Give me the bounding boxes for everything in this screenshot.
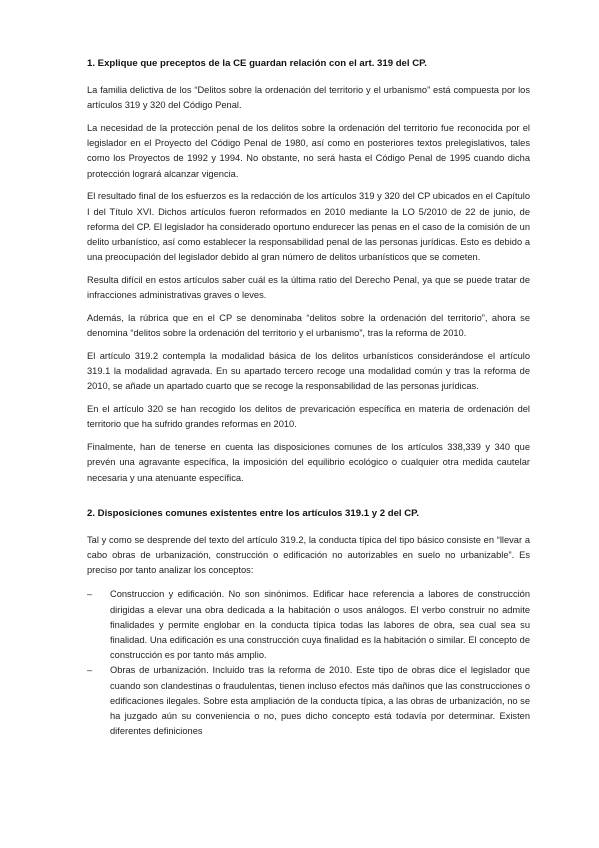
dash-bullet-icon: – (87, 589, 93, 600)
section-1-heading: 1. Explique que preceptos de la CE guardan relación con el art. 319 del CP. (87, 58, 427, 69)
list-item-text: Obras de urbanización. Incluido tras la reforma de 2010. Este tipo de obras dice el legislador que cuando son clandestinas o fraudulentas, tienen incluso efectos más dañinos que las construcciones o edificaciones ilegales. Sobre esta ampliación de la conducta típica, a las obras de urbanización, no se ha juzgado aún su conveniencia o no, pues dicho concepto está todavía por determinar. Existen diferentes definiciones (110, 665, 530, 737)
paragraph: Resulta difícil en estos artículos saber cuál es la última ratio del Derecho Penal, ya que se puede tratar de infracciones administrativas graves o leves. (87, 275, 530, 301)
section-1 (87, 56, 530, 486)
paragraph: El artículo 319.2 contempla la modalidad básica de los delitos urbanísticos considerándose el artículo 319.1 la modalidad agravada. En su apartado tercero recoge una modalidad común y tras la reforma de 2010, se añade un apartado cuarto que se recoge la responsabilidad de las personas jurídicas. (87, 351, 530, 392)
paragraph: La familia delictiva de los “Delitos sobre la ordenación del territorio y el urbanismo” está compuesta por los artículos 319 y 320 del Código Penal. (87, 85, 530, 111)
paragraph: En el artículo 320 se han recogido los delitos de prevaricación específica en materia de ordenación del territorio que ha sufrido grandes reformas en 2010. (87, 404, 530, 430)
list-item (87, 587, 530, 663)
dash-bullet-icon: – (87, 665, 93, 676)
section-2 (87, 506, 530, 740)
section-2-heading: 2. Disposiciones comunes existentes entre los artículos 319.1 y 2 del CP. (87, 507, 420, 519)
paragraph: Finalmente, han de tenerse en cuenta las disposiciones comunes de los artículos 338,339 y 340 que prevén una agravante específica, la imposición del equilibrio ecológico o cualquier otra medida cautelar necesaria y una atenuante específica. (87, 442, 530, 483)
paragraph: La necesidad de la protección penal de los delitos sobre la ordenación del territorio fue reconocida por el legislador en el Proyecto del Código Penal de 1980, así como en posteriores textos prelegislativos, tales como los Proyectos de 1992 y 1994. No obstante, no será hasta el Código Penal de 1995 cuando dicha protección logrará alcanzar vigencia. (87, 123, 530, 179)
list-item-text: Construccion y edificación. No son sinónimos. Edificar hace referencia a labores de construcción dirigidas a elevar una obra dedicada a la habitación o usos análogos. El verbo construir no admite finalidades y permite englobar en la conducta típica todas las labores de obra, sea cual sea su finalidad. Una edificación es una construcción cuya finalidad es la habitación o similar. El concepto de construcción es por tanto más amplio. (110, 589, 530, 661)
section-2-intro: Tal y como se desprende del texto del artículo 319.2, la conducta típica del tipo básico consiste en “llevar a cabo obras de urbanización, construcción o edificación no autorizables en suelo no urbanizable”. Es preciso por tanto analizar los conceptos: (87, 534, 530, 576)
concepts-list (87, 587, 530, 739)
list-item (87, 663, 530, 739)
paragraph: El resultado final de los esfuerzos es la redacción de los artículos 319 y 320 del CP ubicados en el Capítulo I del Título XVI. Dichos artículos fueron reformados en 2010 mediante la LO 5/2010 de 22 de junio, de reforma del CP. El legislador ha considerado oportuno endurecer las penas en el caso de la comisión de un delito urbanístico, así como establecer la responsabilidad penal de las personas jurídicas. Esto es debido a una preocupación del legislador debido al gran número de delitos urbanísticos que se cometen. (87, 191, 530, 263)
paragraph: Además, la rúbrica que en el CP se denominaba “delitos sobre la ordenación del territorio”, ahora se denomina “delitos sobre la ordenación del territorio y el urbanismo”, tras la reforma de 2010. (87, 313, 530, 339)
